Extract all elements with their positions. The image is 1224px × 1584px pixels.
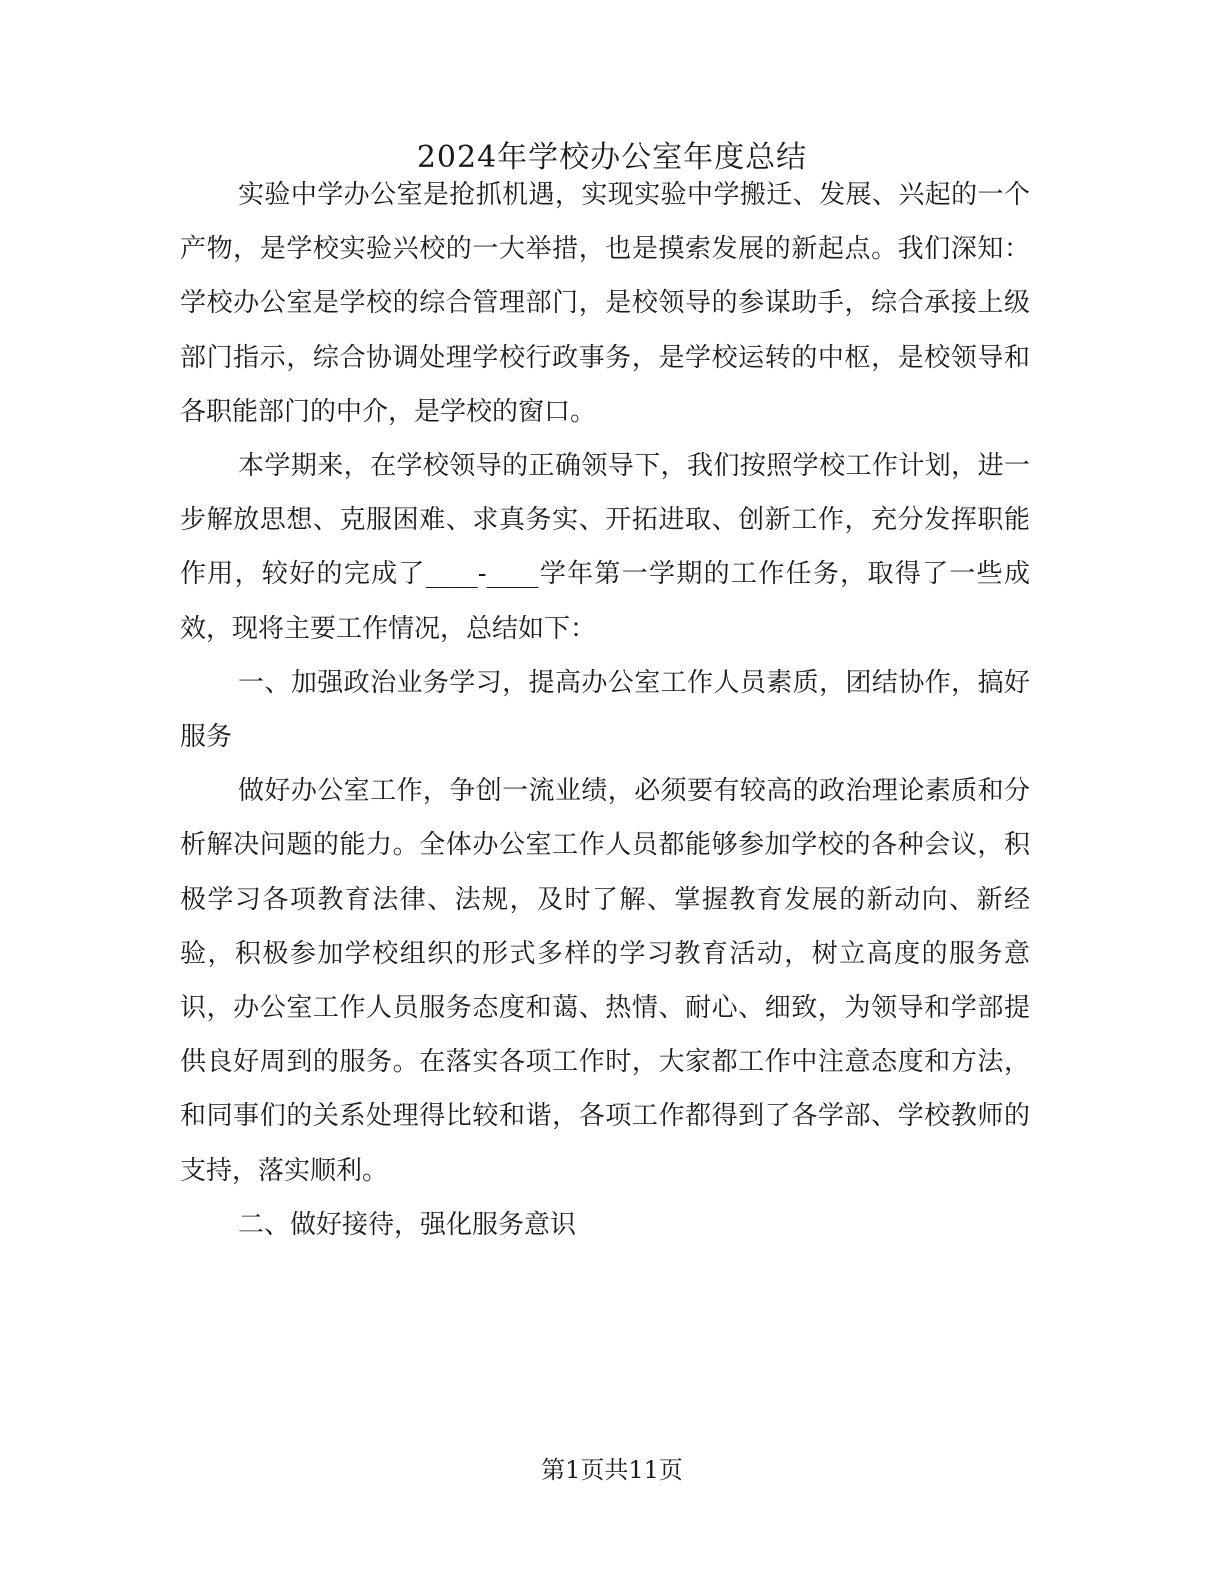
paragraph-intro: 实验中学办公室是抢抓机遇，实现实验中学搬迁、发展、兴起的一个产物，是学校实验兴校的一大举措，也是摸索发展的新起点。我们深知：学校办公室是学校的综合管理部门，是校领导的参谋助手，综合承接上级部门指示，综合协调处理学校行政事务，是学校运转的中枢，是校领导和各职能部门的中介，是学校的窗口。 — [180, 180, 1030, 427]
document-body — [180, 168, 1030, 1252]
page-footer: 第1页共11页 — [541, 1456, 683, 1484]
paragraph-semester: 本学期来，在学校领导的正确领导下，我们按照学校工作计划，进一步解放思想、克服困难、求真务实、开拓进取、创新工作，充分发挥职能作用，较好的完成了____-____学年第一学期的工作任务，取得了一些成效，现将主要工作情况，总结如下： — [180, 451, 1030, 644]
page-title: 2024年学校办公室年度总结 — [416, 140, 808, 175]
section-heading-2: 二、做好接待，强化服务意识 — [238, 1209, 577, 1240]
paragraph-section-1: 做好办公室工作，争创一流业绩，必须要有较高的政治理论素质和分析解决问题的能力。全体办公室工作人员都能够参加学校的各种会议，积极学习各项教育法律、法规，及时了解、掌握教育发展的新动向、新经验，积极参加学校组织的形式多样的学习教育活动，树立高度的服务意识，办公室工作人员服务态度和蔼、热情、耐心、细致，为领导和学部提供良好周到的服务。在落实各项工作时，大家都工作中注意态度和方法，和同事们的关系处理得比较和谐，各项工作都得到了各学部、学校教师的支持，落实顺利。 — [180, 776, 1030, 1186]
section-heading-1: 一、加强政治业务学习，提高办公室工作人员素质，团结协作，搞好服务 — [180, 667, 1030, 753]
